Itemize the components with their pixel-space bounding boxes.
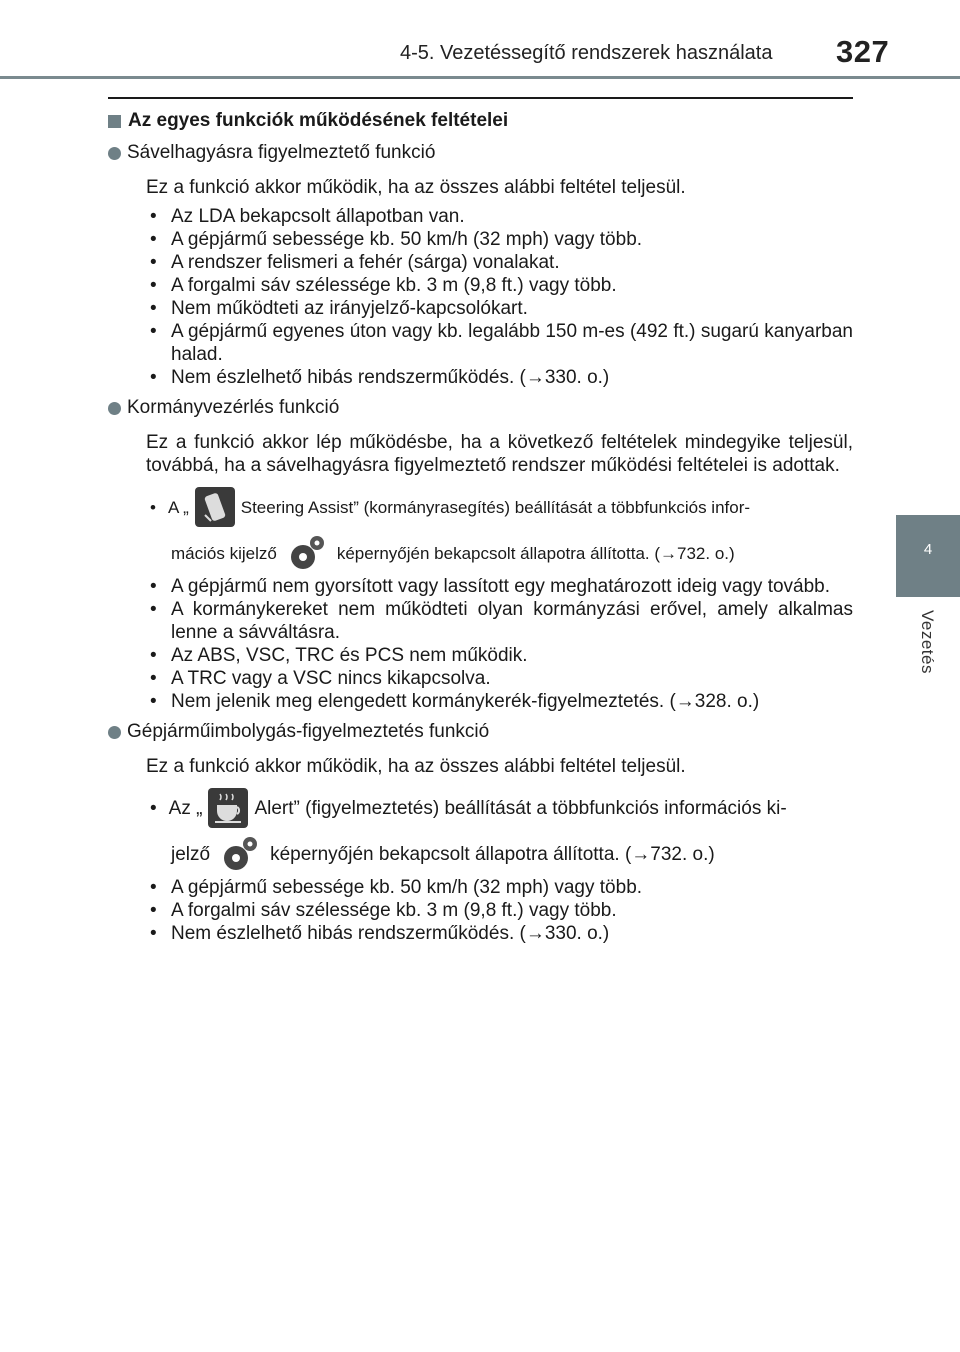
coffee-cup-icon (208, 788, 248, 828)
condition-list (146, 487, 853, 713)
subsection-title (108, 140, 853, 166)
section-rule (108, 97, 853, 99)
list-item: • Az LDA bekapcsolt állapotban van. (150, 206, 465, 227)
round-bullet-icon (108, 726, 121, 739)
round-bullet-icon (108, 147, 121, 160)
round-bullet-icon (108, 402, 121, 415)
intro-paragraph: Ez a funkció akkor működik, ha az összes alábbi feltétel teljesül. (146, 177, 686, 198)
section-heading (108, 108, 853, 134)
subsection-title (108, 395, 853, 421)
condition-list (146, 205, 853, 389)
content (108, 108, 853, 945)
header-rule (0, 76, 960, 79)
list-item: • A rendszer felismeri a fehér (sárga) vonalakat. (150, 252, 560, 273)
list-item: • A gépjármű nem gyorsított vagy lassított egy meghatározott ideig vagy tovább. (150, 576, 831, 597)
section-heading-text: Az egyes funkciók működésének feltételei (128, 110, 509, 131)
steering-assist-icon (195, 487, 235, 527)
intro-paragraph: Ez a funkció akkor lép működésbe, ha a következő feltételek mindegyike teljesül, továbbá, ha a sávelhagyásra figyelmeztető rendszer működési feltételei is adottak. (146, 432, 853, 476)
page-number: 327 (836, 34, 890, 69)
list-item: • Az ABS, VSC, TRC és PCS nem működik. (150, 645, 528, 666)
list-item: • A forgalmi sáv szélessége kb. 3 m (9,8 ft.) vagy több. (150, 275, 617, 296)
list-item: • A kormánykereket nem működteti olyan kormányzási erővel, amely alkalmas lenne a sávváltásra. (150, 599, 853, 643)
list-item-with-icon: • Az „ Alert” (figyelmeztetés) beállítását a többfunkciós információs ki- jelző képernyőjén bekapcsolt állapotra állította. (→732. o.) (146, 788, 853, 876)
side-tab (896, 515, 960, 597)
subsection-title-text: Kormányvezérlés funkció (127, 397, 340, 418)
list-item: • A forgalmi sáv szélessége kb. 3 m (9,8 ft.) vagy több. (150, 900, 617, 921)
square-bullet-icon (108, 115, 121, 128)
list-item: • Nem észlelhető hibás rendszerműködés. (→330. o.) (150, 367, 610, 388)
settings-gear-icon (218, 832, 262, 876)
list-item: • Nem jelenik meg elengedett kormánykerék-figyelmeztetés. (→328. o.) (150, 691, 760, 712)
condition-list (146, 788, 853, 945)
side-tab-label: Vezetés (918, 610, 937, 674)
list-item: • A gépjármű sebessége kb. 50 km/h (32 mph) vagy több. (150, 877, 643, 898)
subsection-title (108, 719, 853, 745)
list-item: • Nem működteti az irányjelző-kapcsolókart. (150, 298, 528, 319)
list-item: • Nem észlelhető hibás rendszerműködés. (→330. o.) (150, 923, 610, 944)
intro-paragraph: Ez a funkció akkor működik, ha az összes alábbi feltétel teljesül. (146, 756, 686, 777)
list-item: • A gépjármű egyenes úton vagy kb. legalább 150 m-es (492 ft.) sugarú kanyarban halad. (150, 321, 853, 365)
subsection-title-text: Sávelhagyásra figyelmeztető funkció (127, 142, 436, 163)
settings-gear-icon (285, 531, 329, 575)
side-tab-number: 4 (923, 541, 933, 558)
list-item: • A gépjármű sebessége kb. 50 km/h (32 mph) vagy több. (150, 229, 643, 250)
header-title: 4-5. Vezetéssegítő rendszerek használata (400, 42, 773, 64)
list-item-with-icon: • A „ Steering Assist” (kormányrasegítés) beállítását a többfunkciós infor- mációs kijelző képernyőjén bekapcsolt állapotra állította. (→732. o.) (146, 487, 853, 575)
subsection-title-text: Gépjárműimbolygás-figyelmeztetés funkció (127, 721, 490, 742)
list-item: • A TRC vagy a VSC nincs kikapcsolva. (150, 668, 491, 689)
